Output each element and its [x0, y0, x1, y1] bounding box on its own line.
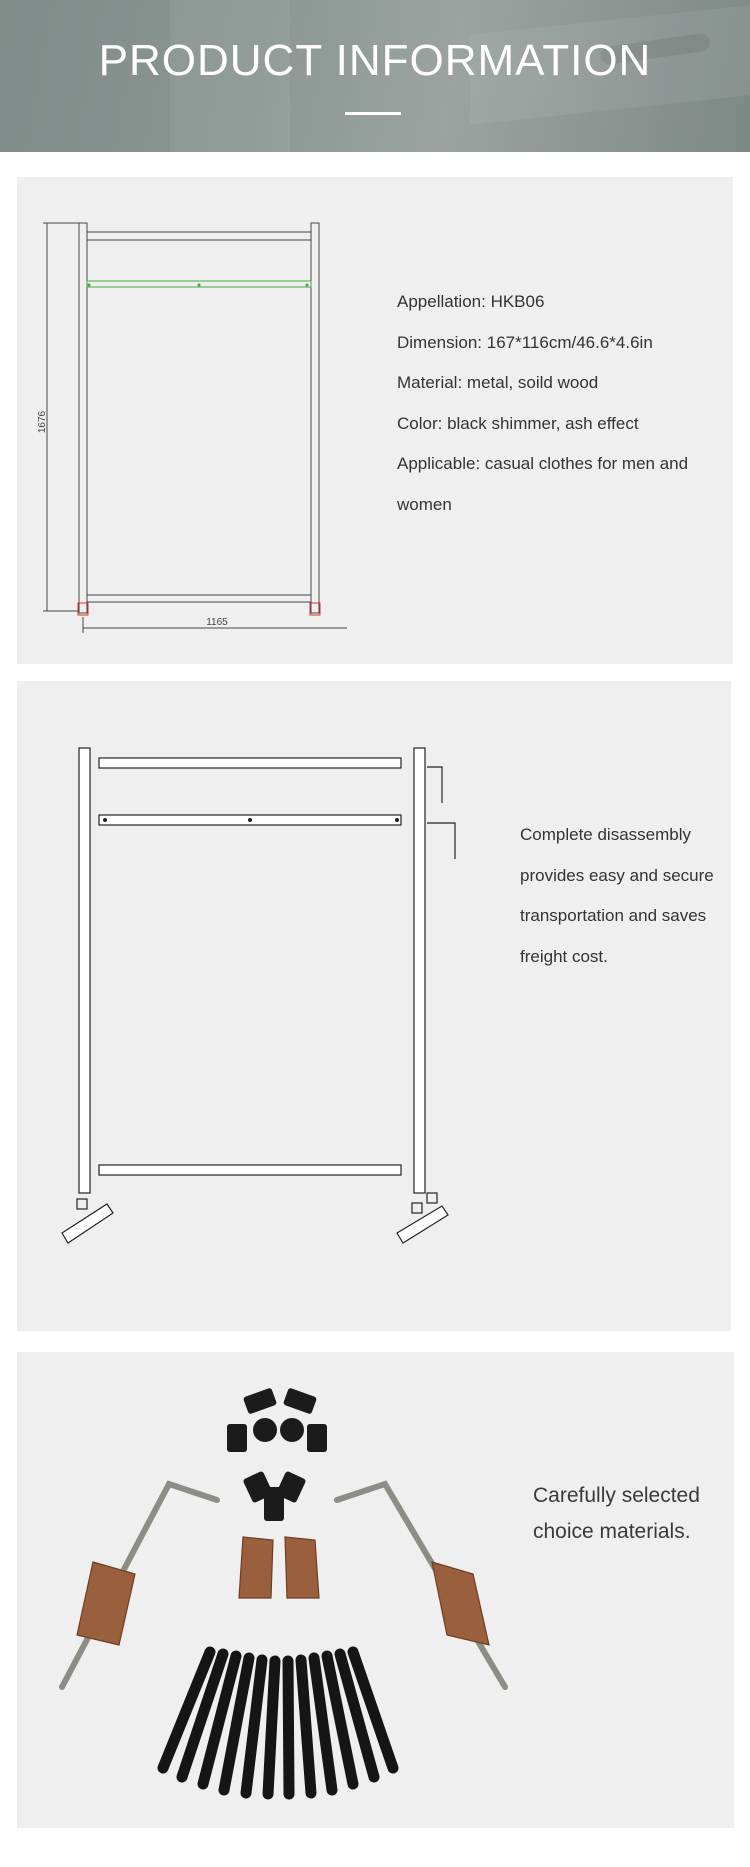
- materials-panel: [17, 1352, 734, 1828]
- spec-applicable: Applicable: casual clothes for men and women: [397, 454, 689, 514]
- header-banner: [0, 0, 750, 152]
- left-post: [79, 223, 87, 613]
- spec-color: Color: black shimmer, ash effect: [397, 413, 639, 433]
- long-bolts: [163, 1652, 393, 1794]
- width-label: 1165: [206, 617, 228, 628]
- materials-description: Carefully selected choice materials.: [533, 1484, 700, 1543]
- disassembly-panel: [17, 681, 731, 1331]
- hardware-parts-illustration: [17, 1352, 517, 1828]
- bottom-rail: [87, 595, 311, 602]
- title-underline: [345, 112, 401, 115]
- right-post: [311, 223, 319, 613]
- exploded-view-drawing: [17, 681, 477, 1281]
- bottom-rail: [99, 1165, 401, 1175]
- right-post: [414, 748, 425, 1193]
- page-title: PRODUCT INFORMATION: [98, 36, 652, 85]
- spec-list: [397, 282, 717, 525]
- technical-drawing: [17, 177, 347, 647]
- height-label: 1676: [37, 410, 48, 434]
- dimensions-panel: [17, 177, 733, 664]
- bolt-heads: [227, 1387, 327, 1521]
- spec-appellation: Appellation: HKB06: [397, 292, 545, 311]
- top-rail: [87, 232, 311, 240]
- top-rail: [99, 758, 401, 768]
- hook-bracket: [427, 767, 442, 803]
- hook-bracket: [427, 823, 455, 859]
- left-foot: [62, 1204, 113, 1243]
- disassembly-description: Complete disassembly provides easy and secure transportation and saves freight cost.: [520, 825, 714, 966]
- spec-material: Material: metal, soild wood: [397, 373, 599, 392]
- spec-dimension: Dimension: 167*116cm/46.6*4.6in: [397, 332, 653, 352]
- left-post: [79, 748, 90, 1193]
